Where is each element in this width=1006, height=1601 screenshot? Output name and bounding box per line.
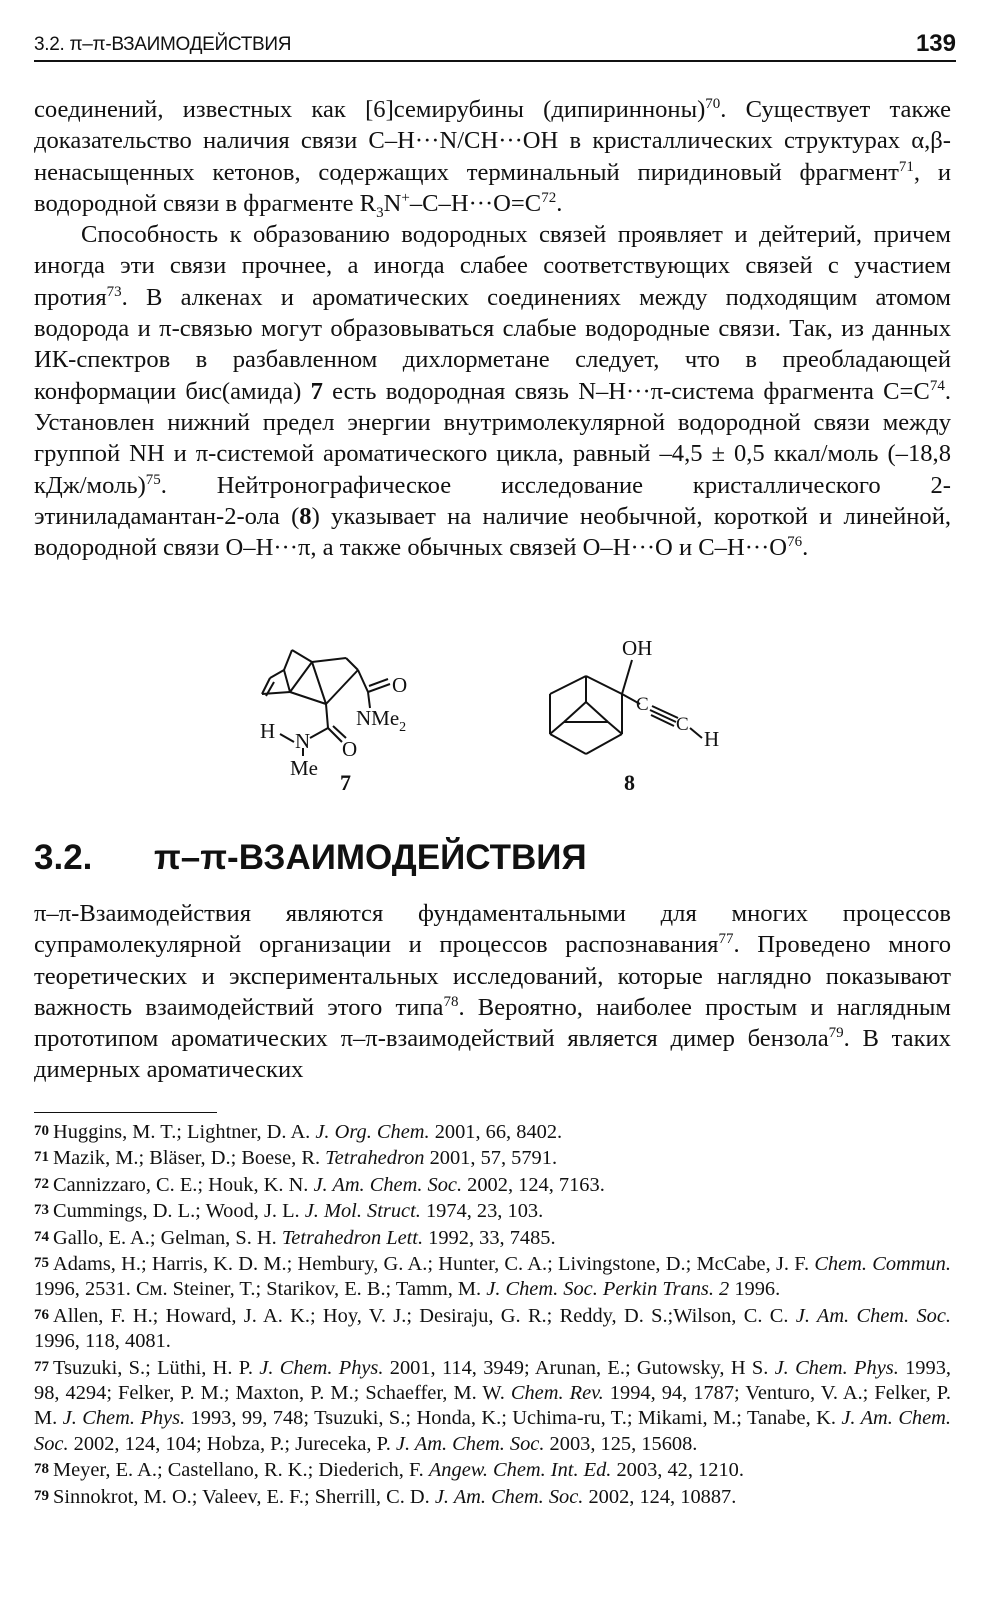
text-run: π–π-Взаимодействия являются фундаментальными для многих процессов супрамолекулярной организации и процессов распознавания (34, 900, 951, 959)
footnote (34, 1145, 951, 1171)
footnote-text: 2001, 114, 3949; Arunan, E.; Gutowsky, H S. (383, 1356, 775, 1379)
footnote (34, 1355, 951, 1458)
footnote-number: 76 (34, 1306, 49, 1323)
structures-figure (250, 630, 750, 800)
footnote (34, 1225, 951, 1251)
footnote-text: 1993, 99, 748; Tsuzuki, S.; Honda, K.; Uchima-ru, T.; Mikami, M.; Tanabe, K. (185, 1407, 842, 1430)
text-run: . В таких димерных ароматических (34, 1025, 951, 1084)
footnote-number: 77 (34, 1358, 49, 1375)
running-header (34, 30, 956, 62)
footnote-ref: 78 (443, 993, 459, 1010)
journal-title: J. Chem. Soc. Perkin Trans. 2 (486, 1278, 730, 1301)
footnote-text: Mazik, M.; Bläser, D.; Boese, R. (53, 1147, 326, 1170)
mol7-oxygen-1: O (392, 673, 408, 697)
footnote-text: 2002, 124, 7163. (462, 1173, 605, 1196)
structures-svg (250, 630, 750, 800)
footnote-text: Cummings, D. L.; Wood, J. L. (53, 1200, 305, 1223)
journal-title: J. Am. Chem. Soc. (313, 1173, 463, 1196)
footnote-ref: 76 (787, 533, 803, 550)
footnote (34, 1172, 951, 1198)
footnote-number: 74 (34, 1228, 49, 1245)
footnote-text: Cannizzaro, C. E.; Houk, K. N. (53, 1173, 314, 1196)
mol7-oxygen-2: O (342, 737, 358, 761)
section-number: 3.2. (34, 838, 93, 877)
mol8-hydrogen: H (704, 727, 720, 751)
journal-title: J. Am. Chem. Soc. (795, 1304, 951, 1327)
text-run: . Существует также доказательство наличия связи C–H···N/CH···OH в кристаллических структурах α,β-ненасыщенных кетонов, содержащих терминальный пиридиновый фрагмент (34, 96, 951, 186)
mol7-nme2: NMe$_2$ (356, 706, 407, 735)
mol8-label: 8 (624, 770, 635, 795)
footnote-text: Allen, F. H.; Howard, J. A. K.; Hoy, V. J.; Desiraju, G. R.; Reddy, D. S.;Wilson, C. C. (53, 1304, 796, 1327)
journal-title: Chem. Rev. (510, 1382, 604, 1405)
footnote (34, 1457, 951, 1483)
footnote-number: 75 (34, 1255, 49, 1272)
text-run: есть водородная связь N–H···π-система фрагмента C=C (322, 377, 930, 405)
footnote-ref: 72 (541, 189, 557, 206)
footnote-text: 1974, 23, 103. (420, 1200, 544, 1223)
text-run: . Проведено много теоретических и экспериментальных исследований, которые наглядно показывают важность взаимодействий этого типа (34, 931, 951, 1021)
text-run: . Вероятно, наиболее простым и наглядным прототипом ароматических π–π-взаимодействий является димер бензола (34, 993, 951, 1053)
mol7-nitrogen: N (295, 729, 311, 753)
footnote-text: Huggins, M. T.; Lightner, D. A. (53, 1121, 316, 1143)
footnote (34, 1251, 951, 1303)
footnote-number: 70 (34, 1123, 49, 1139)
footnote-text: 1996, 118, 4081. (34, 1330, 171, 1353)
compound-ref: 7 (310, 377, 323, 405)
section-title: π–π-ВЗАИМОДЕЙСТВИЯ (154, 838, 587, 877)
text-run: . (802, 534, 809, 562)
text-run: –C–H···O=C (409, 189, 542, 217)
footnote-ref: 74 (929, 377, 945, 394)
footnote-text: 1994, 94, 1787; Venturo, V. A.; Felker, P. M. (34, 1382, 951, 1430)
journal-title: J. Chem. Phys. (259, 1356, 384, 1379)
journal-title: J. Am. Chem. Soc. (434, 1485, 584, 1508)
footnote-separator (34, 1112, 217, 1113)
footnote-text: Tsuzuki, S.; Lüthi, H. P. (53, 1356, 260, 1379)
footnote-text: 2002, 124, 104; Hobza, P.; Jureceka, P. (68, 1432, 396, 1455)
footnote-text: Adams, H.; Harris, K. D. M.; Hembury, G. A.; Hunter, C. A.; Livingstone, D.; McCabe, J. F. (53, 1253, 815, 1276)
footnote-text: 2002, 124, 10887. (583, 1485, 737, 1508)
footnote-text: 2003, 42, 1210. (611, 1459, 744, 1482)
footnote-text: 2003, 125, 15608. (544, 1432, 698, 1455)
journal-title: J. Mol. Struct. (304, 1200, 421, 1223)
footnote-number: 78 (34, 1461, 49, 1478)
paragraph-1 (34, 94, 951, 219)
journal-title: J. Chem. Phys. (62, 1407, 186, 1430)
footnote-number: 72 (34, 1175, 49, 1192)
mol8-carbon-2: C (676, 714, 689, 735)
journal-title: J. Am. Chem. Soc. (34, 1407, 951, 1455)
superscript-charge: + (401, 189, 410, 206)
text-run: . Нейтронографическое исследование кристаллического 2-этиниладамантан-2-ола ( (34, 471, 951, 530)
mol7-hydrogen: H (260, 719, 276, 743)
compound-ref: 8 (299, 502, 312, 530)
mol8-carbon-1: C (636, 694, 649, 715)
footnote-text: 1996, 2531. См. Steiner, T.; Starikov, E. B.; Tamm, M. (34, 1278, 487, 1301)
paragraph-3 (34, 898, 951, 1086)
subscript: 3 (376, 204, 384, 221)
footnote-text: 1996. (729, 1278, 781, 1301)
journal-title: Tetrahedron Lett. (281, 1226, 424, 1249)
footnote-number: 71 (34, 1149, 49, 1166)
footnote-ref: 75 (145, 471, 161, 488)
footnote-number: 73 (34, 1202, 49, 1219)
mol8-hydroxyl: OH (622, 636, 653, 660)
body-text-bottom (34, 898, 951, 1086)
footnote-ref: 71 (898, 158, 914, 175)
running-title: 3.2. π–π-ВЗАИМОДЕЙСТВИЯ (34, 34, 292, 55)
footnote-text: 1993, 98, 4294; Felker, P. M.; Maxton, P. M.; Schaeffer, M. W. (34, 1356, 951, 1405)
footnote (34, 1303, 951, 1355)
footnote-text: Sinnokrot, M. O.; Valeev, E. F.; Sherrill, C. D. (53, 1485, 435, 1508)
molecule-8 (550, 660, 702, 754)
footnote-ref: 73 (106, 283, 122, 300)
text-run: . В алкенах и ароматических соединениях между подходящим атомом водорода и π-связью могут образовываться слабые водородные связи. Так, из данных ИК-спектров в разбавленном дихлорметане следует, что в преобладающей конформации бис(амида) (34, 283, 951, 405)
footnote-text: 2001, 66, 8402. (429, 1121, 563, 1143)
text-run: , и водородной связи в фрагменте R (34, 158, 952, 217)
text-run: N (383, 189, 402, 217)
footnote-text: Meyer, E. A.; Castellano, R. K.; Diederich, F. (53, 1459, 429, 1482)
mol7-methyl: Me (290, 756, 318, 780)
molecule-7 (262, 650, 390, 756)
journal-title: Chem. Commun. (814, 1253, 951, 1276)
journal-title: J. Am. Chem. Soc. (395, 1432, 545, 1455)
footnote (34, 1119, 951, 1145)
footnote (34, 1198, 951, 1224)
footnote-text: 1992, 33, 7485. (423, 1226, 556, 1249)
journal-title: Angew. Chem. Int. Ed. (428, 1459, 612, 1482)
text-run: соединений, известных как [6]семирубины (дипиринноны) (34, 96, 706, 123)
footnotes (34, 1119, 951, 1510)
footnote-ref: 77 (718, 931, 734, 948)
journal-title: J. Chem. Phys. (774, 1356, 899, 1379)
journal-title: Tetrahedron (325, 1147, 425, 1170)
footnote-ref: 70 (705, 95, 721, 112)
body-text-top (34, 94, 951, 563)
footnote (34, 1484, 951, 1510)
footnote-ref: 79 (828, 1025, 844, 1041)
footnote-number: 79 (34, 1487, 49, 1504)
page-number: 139 (915, 30, 956, 57)
footnote-text: Gallo, E. A.; Gelman, S. H. (53, 1226, 282, 1249)
text-run: ) указывает на наличие необычной, короткой и линейной, водородной связи O–H···π, а также обычных связей O–H···O и C–H···O (34, 502, 952, 562)
footnote-text: 2001, 57, 5791. (424, 1147, 558, 1170)
section-heading (34, 838, 951, 888)
paragraph-2 (34, 219, 951, 563)
mol7-label: 7 (340, 770, 351, 795)
text-run: Способность к образованию водородных связей проявляет и дейтерий, причем иногда эти связи прочнее, а иногда слабее соответствующих связей с участием протия (34, 221, 951, 311)
journal-title: J. Org. Chem. (315, 1121, 430, 1143)
text-run: . Установлен нижний предел энергии внутримолекулярной водородной связи между группой NH и π-системой ароматического цикла, равный –4,5 ± 0,5 ккал/моль (–18,8 кДж/моль) (34, 377, 951, 499)
text-run: . (556, 189, 563, 217)
